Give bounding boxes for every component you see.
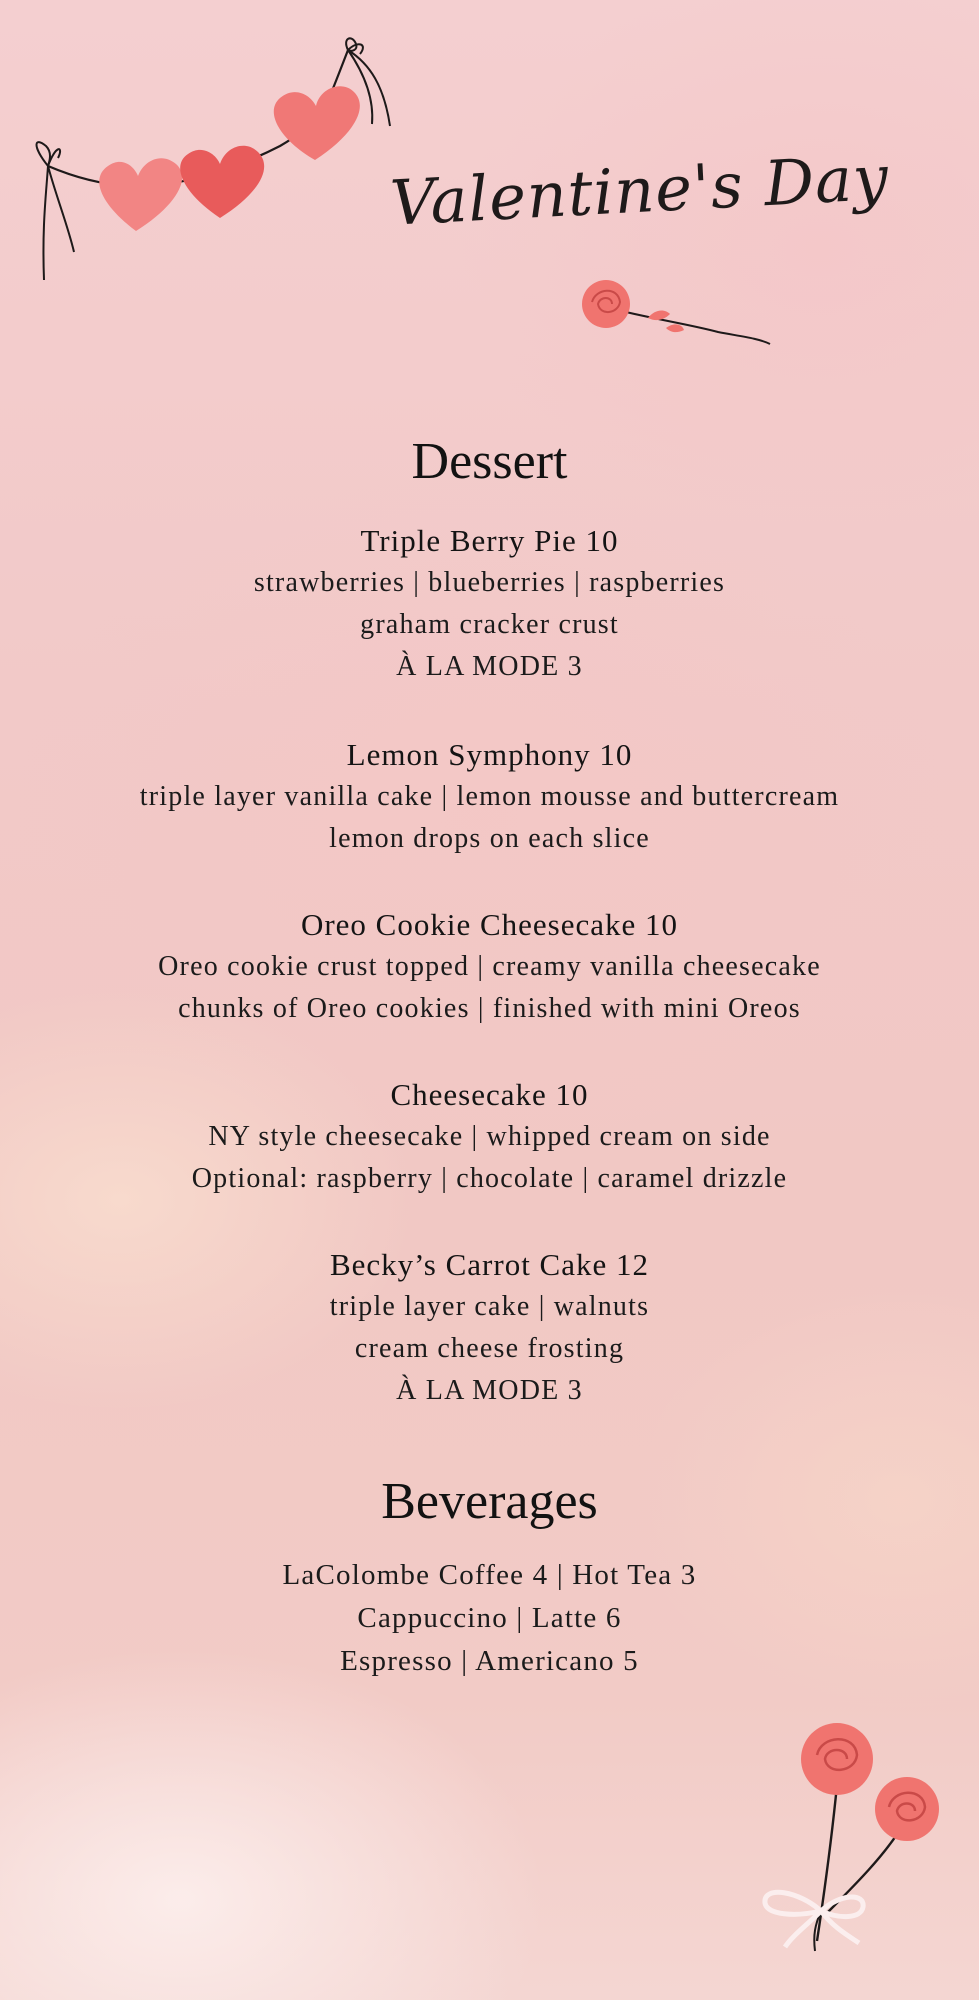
menu-item-oreo-cookie-cheesecake [0, 904, 979, 1030]
beverage-line: LaColombe Coffee 4 | Hot Tea 3 [282, 1559, 697, 1591]
item-addon: À LA MODE 3 [396, 1375, 583, 1406]
item-description: NY style cheesecake | whipped cream on side [208, 1121, 771, 1152]
menu-item-lemon-symphony [0, 734, 979, 860]
menu-item-beckys-carrot-cake [0, 1244, 979, 1412]
item-description: lemon drops on each slice [329, 823, 650, 854]
item-name: Triple Berry Pie 10 [360, 523, 619, 558]
item-description: Optional: raspberry | chocolate | caramel drizzle [191, 1163, 788, 1194]
rose-bouquet-icon [755, 1715, 955, 1955]
beverage-line: Cappuccino | Latte 6 [357, 1602, 622, 1634]
item-description: triple layer cake | walnuts [329, 1291, 650, 1322]
menu-item-triple-berry-pie [0, 520, 979, 688]
valentines-day-title: Valentine's Day [388, 140, 891, 240]
item-description: graham cracker crust [360, 609, 619, 640]
menu-item-cheesecake [0, 1074, 979, 1200]
item-addon: À LA MODE 3 [396, 651, 583, 682]
item-name: Cheesecake 10 [390, 1077, 589, 1112]
item-name: Oreo Cookie Cheesecake 10 [300, 907, 679, 942]
beverage-line: Espresso | Americano 5 [340, 1645, 639, 1677]
item-name: Lemon Symphony 10 [346, 737, 633, 772]
beverages-list [0, 1554, 979, 1683]
item-description: triple layer vanilla cake | lemon mousse and buttercream [139, 781, 840, 812]
item-description: chunks of Oreo cookies | finished with mini Oreos [178, 993, 801, 1024]
rose-icon [578, 274, 778, 354]
heart-garland-icon [30, 36, 470, 286]
item-description: Oreo cookie crust topped | creamy vanilla cheesecake [158, 951, 821, 982]
dessert-heading: Dessert [411, 433, 568, 490]
item-description: cream cheese frosting [354, 1333, 625, 1364]
item-name: Becky’s Carrot Cake 12 [329, 1247, 649, 1282]
beverages-heading: Beverages [381, 1473, 598, 1530]
item-description: strawberries | blueberries | raspberries [253, 567, 726, 598]
